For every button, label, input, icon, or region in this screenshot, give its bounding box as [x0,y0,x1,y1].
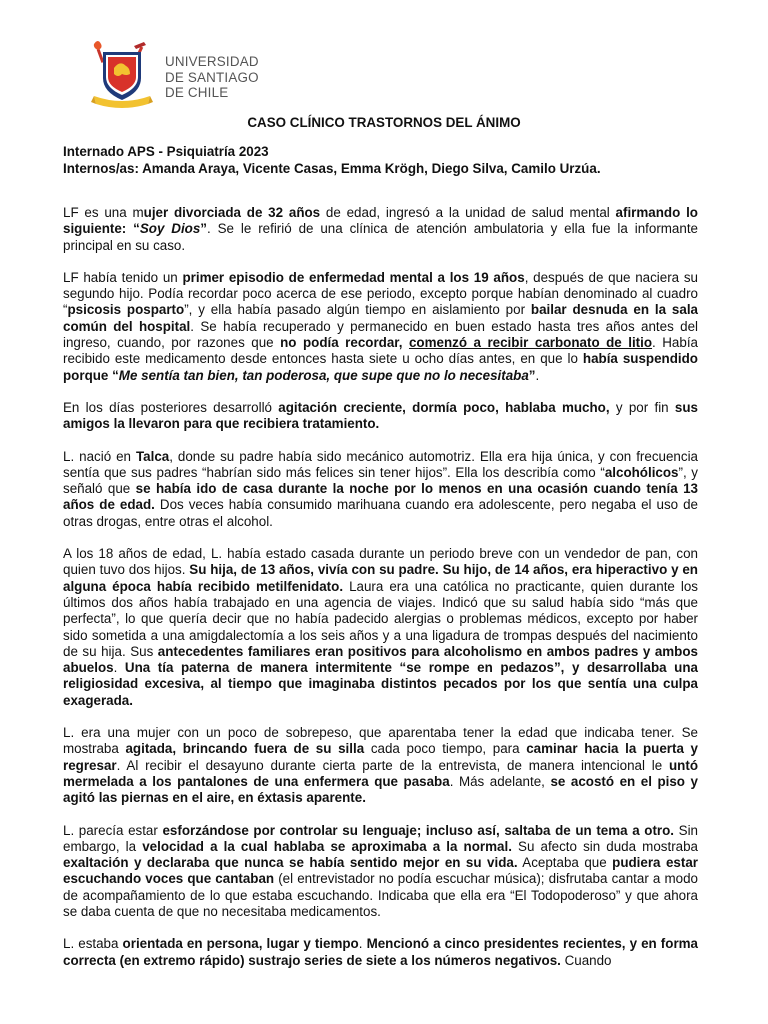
text-run: Cuando [560,952,612,968]
text-run: se había ido de casa durante la noche por lo menos en una ocasión cuando tenía 13 años de edad. [63,481,698,513]
paragraph [63,546,698,709]
text-run: psicosis posparto [67,302,185,318]
university-crest-icon [90,40,156,112]
text-run: sus amigos la llevaron para que recibiera tratamiento. [63,399,698,432]
document-title: CASO CLÍNICO TRASTORNOS DEL ÁNIMO [247,115,521,130]
text-run: se acostó en el piso y agitó las piernas en el aire, en éxtasis aparente. [63,773,698,806]
document-body [63,205,698,969]
text-run: antecedentes familiares eran positivos para alcoholismo en ambos padres y ambos abuelos [63,643,698,676]
university-name-line: DE SANTIAGO [165,69,259,85]
text-run: Mencionó a cinco presidentes recientes, y en forma correcta (en extremo rápido) sustrajo series de siete a los números negativos. [63,936,699,968]
text-run: Me sentía tan bien, tan poderosa, que supe que no lo necesitaba [118,367,529,383]
paragraph [63,205,698,254]
paragraph [63,823,698,921]
text-run: . Al recibir el desayuno durante cierta parte de la entrevista, de manera intencional le [116,757,669,773]
document-header [63,143,601,177]
text-run: untó mermelada a los pantalones de una enfermera que pasaba [63,757,698,789]
text-run: ” [528,367,536,383]
text-run: , donde su padre había sido mecánico automotriz. Ella era hija única, y con frecuencia sentía que sus padres “habrían sido más felices sin tener hijos”. Ella los describía como “ [63,448,698,480]
text-run: afirmando lo siguiente: “ [63,205,698,237]
paragraph [63,725,698,806]
text-run: Laura era una católica no practicante, quien durante los últimos dos años había trabajado en una agencia de viajes. Indicó que su salud había sido “más que perfecta”, lo que quería decir que no había padecido alergias o problemas médicos, excepto por haber sido sometida a una amigdalectomía a los seis años y a una ligadura de trompas después del nacimiento de su hija. Sus [63,578,698,659]
text-run: LF había tenido un [63,269,183,285]
university-name-line: DE CHILE [165,85,229,100]
text-run: L. era una mujer con un poco de sobrepeso, que aparentaba tener la edad que indicaba tener. Se mostraba [63,725,698,757]
text-run: primer episodio de enfermedad mental a los 19 años [182,269,525,285]
paragraph [63,449,698,530]
text-run: cada poco tiempo, para [364,741,527,757]
text-run: Dos veces había consumido marihuana cuando era adolescente, pero negaba el uso de otras drogas, entre otras el alcohol. [63,497,699,529]
text-run: , después de que naciera su segundo hijo. Podía recordar poco acerca de ese periodo, excepto porque habían denominado al cuadro “ [63,269,698,318]
text-run: Sin embargo, la [63,822,699,854]
paragraph [63,400,698,433]
text-run: velocidad a la cual hablaba se aproximaba a la normal. [142,838,512,854]
text-run: de edad, ingresó a la unidad de salud mental [320,205,616,220]
text-run: Una tía paterna de manera intermitente “se rompe en pedazos”, y desarrollaba una religiosidad excesiva, al tiempo que imaginaba distintos pecados por los que sentía una culpa exagerada. [63,660,698,708]
text-run: agitada, brincando fuera de su silla [125,741,365,757]
authors-line: Internos/as: Amanda Araya, Vicente Casas, Emma Krögh, Diego Silva, Camilo Urzúa. [63,161,601,176]
text-run: . Había recibido este medicamento desde entonces hasta siete u ocho días antes, en que lo [63,335,698,367]
text-run: esforzándose por controlar su lenguaje; incluso así, saltaba de un tema a otro. [162,822,675,838]
text-run: y por fin [609,399,675,415]
text-run: . [358,936,367,952]
text-run: . Se le refirió de una clínica de atención ambulatoria y ella fue la informante principal en su caso. [63,221,698,253]
text-run: L. nació en [63,448,136,464]
text-run: Su afecto sin duda mostraba [511,838,698,854]
text-run: . [113,660,125,676]
text-run: Aceptaba que [517,855,613,871]
text-run: En los días posteriores desarrolló [63,399,279,415]
text-run: Talca [135,448,170,464]
paragraph [63,270,698,384]
text-run: ” [200,221,207,237]
text-run: había suspendido porque “ [63,351,698,383]
text-run: . Más adelante, [449,773,551,789]
text-run: alcohólicos [604,464,679,480]
text-run: ujer divorciada de 32 años [143,205,321,220]
text-run: . Se había recuperado y permanecido en buen estado hasta tres años antes del ingreso, cuando, por razones que [63,318,699,351]
text-run: agitación creciente, dormía poco, hablaba mucho, [278,399,610,415]
text-run: LF es una m [63,205,144,220]
text-run: L. estaba [63,936,123,952]
text-run: pudiera estar escuchando voces que cantaban [63,855,698,887]
course-line: Internado APS - Psiquiatría 2023 [63,144,269,159]
university-name-line: UNIVERSIDAD [165,54,259,69]
text-run: bailar desnuda en la sala común del hospital [63,302,698,334]
text-run: no podía recordar, [280,335,409,351]
text-run: caminar hacia la puerta y regresar [63,741,699,773]
text-run: A los 18 años de edad, L. había estado casada durante un periodo breve con un vendedor de pan, con quien tuvo dos hijos. [63,546,698,578]
text-run: Soy Dios [139,221,201,237]
text-run: . [535,367,540,383]
text-run: exaltación y declaraba que nunca se había sentido mejor en su vida. [63,855,518,871]
text-run: Su hija, de 13 años, vivía con su padre. Su hijo, de 14 años, era hiperactivo y en alguna época había recibido metilfenidato. [63,562,698,594]
text-run: (el entrevistador no podía escuchar música); disfrutaba cantar a modo de acompañamiento de lo que estaba escuchando. Indicaba que ella era “El Todopoderoso” y que ahora se daba cuenta de que no necesitaba medicamentos. [63,871,698,919]
paragraph [63,936,698,969]
university-name [165,54,259,101]
text-run: ”, y ella había pasado algún tiempo en aislamiento por [184,302,531,318]
text-run: orientada en persona, lugar y tiempo [122,936,359,952]
text-run: L. parecía estar [63,822,163,838]
text-run: comenzó a recibir carbonato de litio [408,335,653,351]
logo [90,40,260,115]
text-run: ”, y señaló que [63,464,698,497]
